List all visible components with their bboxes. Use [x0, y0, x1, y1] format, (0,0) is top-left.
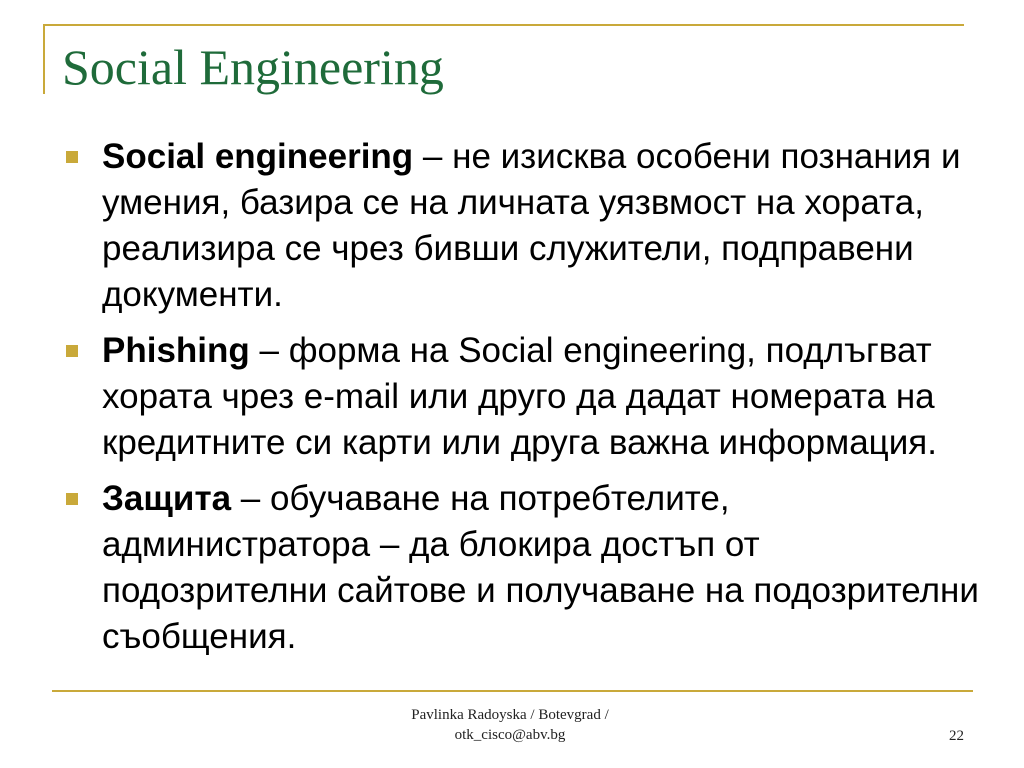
bullet-item-protection [60, 476, 980, 660]
bullet-item-social-engineering [60, 134, 980, 318]
square-bullet-icon [66, 345, 78, 357]
bullet-term: Social engineering [102, 137, 414, 176]
bullet-item-phishing [60, 328, 980, 466]
footer-author: Pavlinka Radoyska / Botevgrad / [411, 707, 609, 723]
footer-email: otk_cisco@abv.bg [454, 727, 566, 743]
page-number: 22 [949, 728, 964, 744]
bullet-list [60, 134, 980, 670]
bullet-term: Защита [102, 479, 232, 518]
frame-top-rule [43, 24, 964, 26]
bullet-term: Phishing [102, 331, 250, 370]
square-bullet-icon [66, 151, 78, 163]
bullet-text: – обучаване на потребтелите, администратора – да блокира достъп от подозрителни сайтове и получаване на подозрителни съобщения. [102, 479, 979, 656]
frame-left-rule [43, 24, 45, 94]
slide-footer [360, 705, 660, 745]
footer-rule [52, 690, 973, 692]
bullet-text: – форма на Social engineering, подлъгват хората чрез e-mail или друго да дадат номерата на кредитните си карти или друга важна информация. [102, 331, 937, 462]
slide-title: Social Engineering [62, 39, 444, 95]
bullet-text: – не изисква особени познания и умения, базира се на личната уязвмост на хората, реализира се чрез бивши служители, подправени документи. [102, 137, 961, 314]
square-bullet-icon [66, 493, 78, 505]
